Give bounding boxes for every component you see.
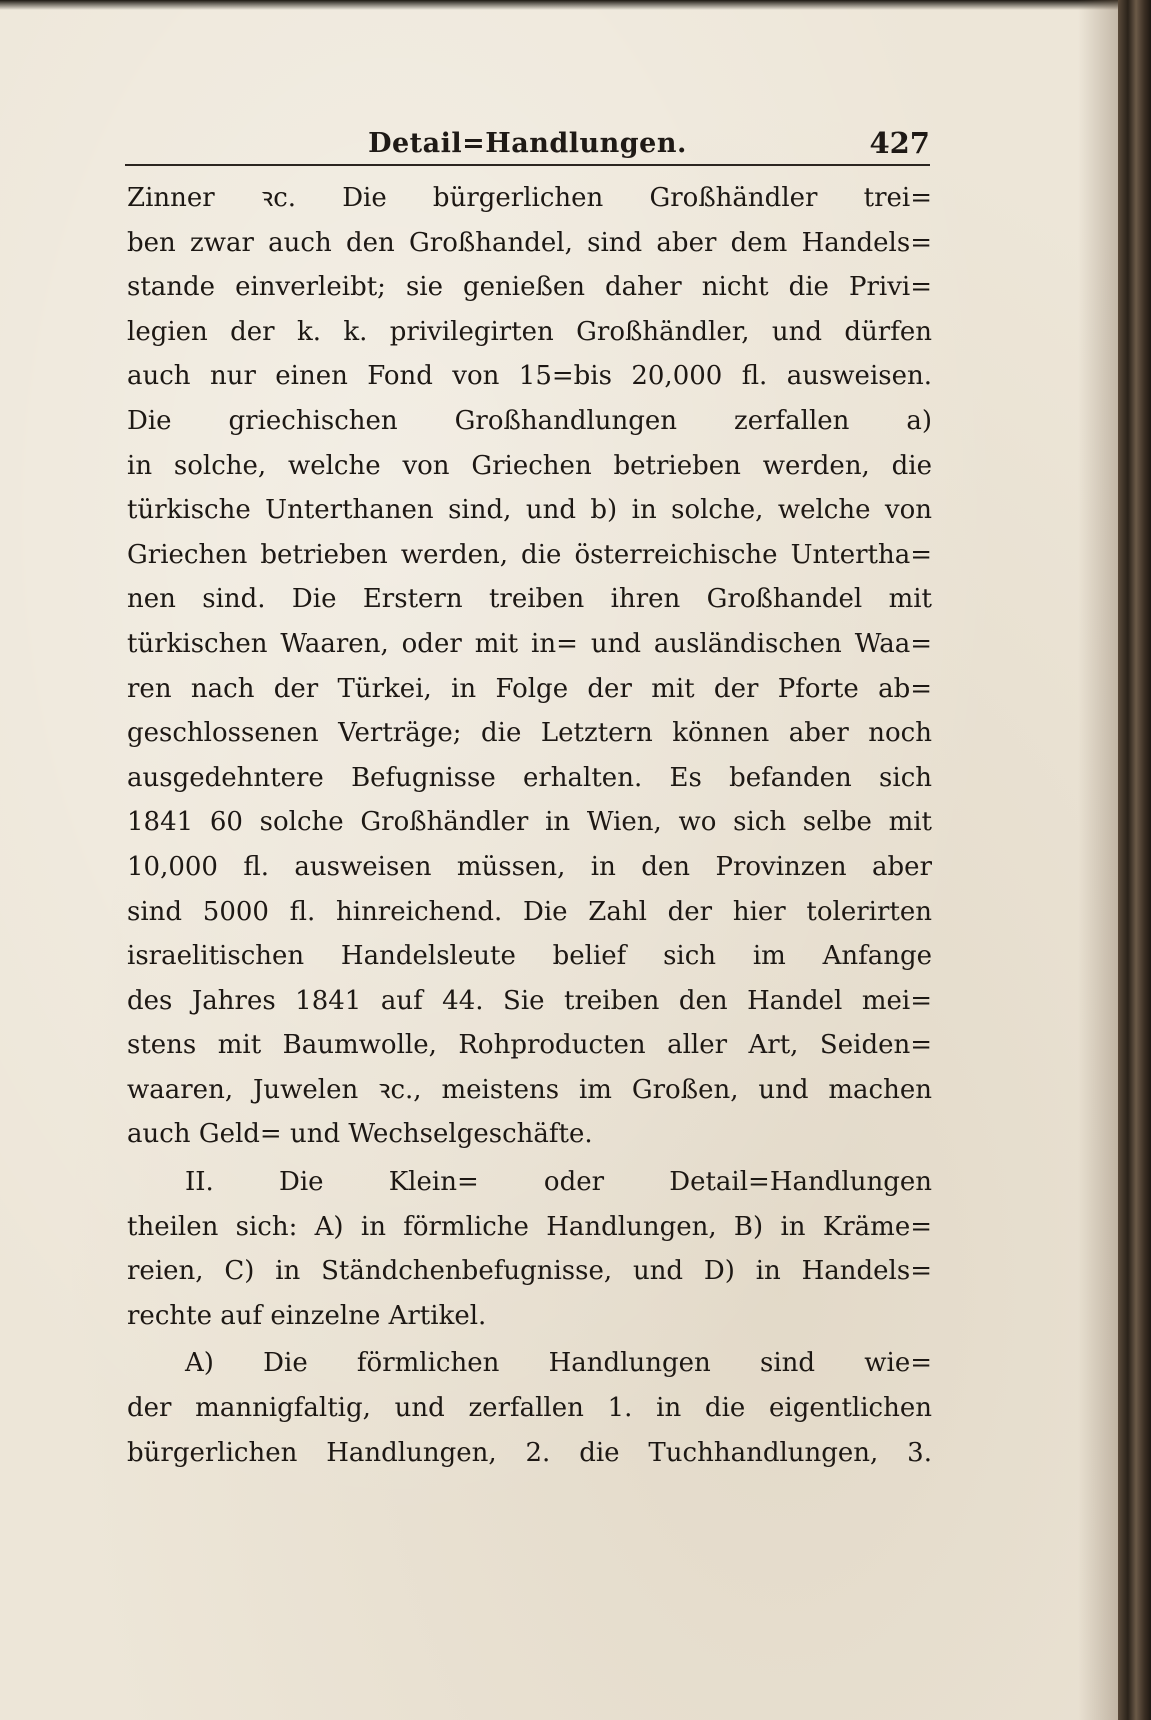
text-line: des Jahres 1841 auf 44. Sie treiben den Handel mei= <box>127 985 932 1016</box>
text-line: auch nur einen Fond von 15=bis 20,000 fl. ausweisen. <box>127 361 932 392</box>
text-line: rechte auf einzelne Artikel. <box>127 1300 487 1331</box>
text-line: Griechen betrieben werden, die österreichische Untertha= <box>127 539 932 570</box>
top-shadow <box>0 0 1118 10</box>
text-line: türkische Unterthanen sind, und b) in solche, welche von <box>127 495 932 526</box>
text-line: theilen sich: A) in förmliche Handlungen, B) in Kräme= <box>127 1211 932 1242</box>
text-line: 10,000 fl. ausweisen müssen, in den Provinzen aber <box>127 851 932 882</box>
body-text <box>127 176 932 1475</box>
text-line: Zinner ꝛc. Die bürgerlichen Großhändler trei= <box>127 183 932 213</box>
text-line: II. Die Klein= oder Detail=Handlungen <box>185 1167 932 1198</box>
text-line: israelitischen Handelsleute belief sich im Anfange <box>127 941 932 972</box>
running-head <box>125 124 930 166</box>
text-line: geschlossenen Verträge; die Letztern können aber noch <box>127 718 932 749</box>
text-line: A) Die förmlichen Handlungen sind wie= <box>185 1348 932 1379</box>
text-line: reien, C) in Ständchenbefugnisse, und D) in Handels= <box>127 1256 932 1287</box>
page-number: 427 <box>869 126 930 160</box>
text-line: sind 5000 fl. hinreichend. Die Zahl der hier tolerirten <box>127 896 932 927</box>
running-title: Detail=Handlungen. <box>368 128 687 159</box>
text-line: 1841 60 solche Großhändler in Wien, wo sich selbe mit <box>127 807 932 838</box>
text-line: ausgedehntere Befugnisse erhalten. Es befanden sich <box>127 762 932 793</box>
text-line: der mannigfaltig, und zerfallen 1. in die eigentlichen <box>127 1393 932 1424</box>
text-line: stens mit Baumwolle, Rohproducten aller Art, Seiden= <box>127 1030 932 1061</box>
text-line: ren nach der Türkei, in Folge der mit der Pforte ab= <box>127 673 932 704</box>
text-line: auch Geld= und Wechselgeschäfte. <box>127 1119 593 1150</box>
book-edge <box>1118 0 1151 1720</box>
text-line: bürgerlichen Handlungen, 2. die Tuchhandlungen, 3. <box>127 1437 932 1468</box>
page-fold-shading <box>1078 0 1118 1720</box>
text-line: waaren, Juwelen ꝛc., meistens im Großen, und machen <box>127 1074 932 1105</box>
text-line: in solche, welche von Griechen betrieben werden, die <box>127 450 932 481</box>
text-line: stande einverleibt; sie genießen daher nicht die Privi= <box>127 272 932 303</box>
text-line: ben zwar auch den Großhandel, sind aber dem Handels= <box>127 227 932 258</box>
text-line: nen sind. Die Erstern treiben ihren Großhandel mit <box>127 584 932 615</box>
text-line: türkischen Waaren, oder mit in= und ausländischen Waa= <box>127 628 932 659</box>
text-line: Die griechischen Großhandlungen zerfallen a) <box>127 405 932 436</box>
text-line: legien der k. k. privilegirten Großhändler, und dürfen <box>127 316 932 347</box>
